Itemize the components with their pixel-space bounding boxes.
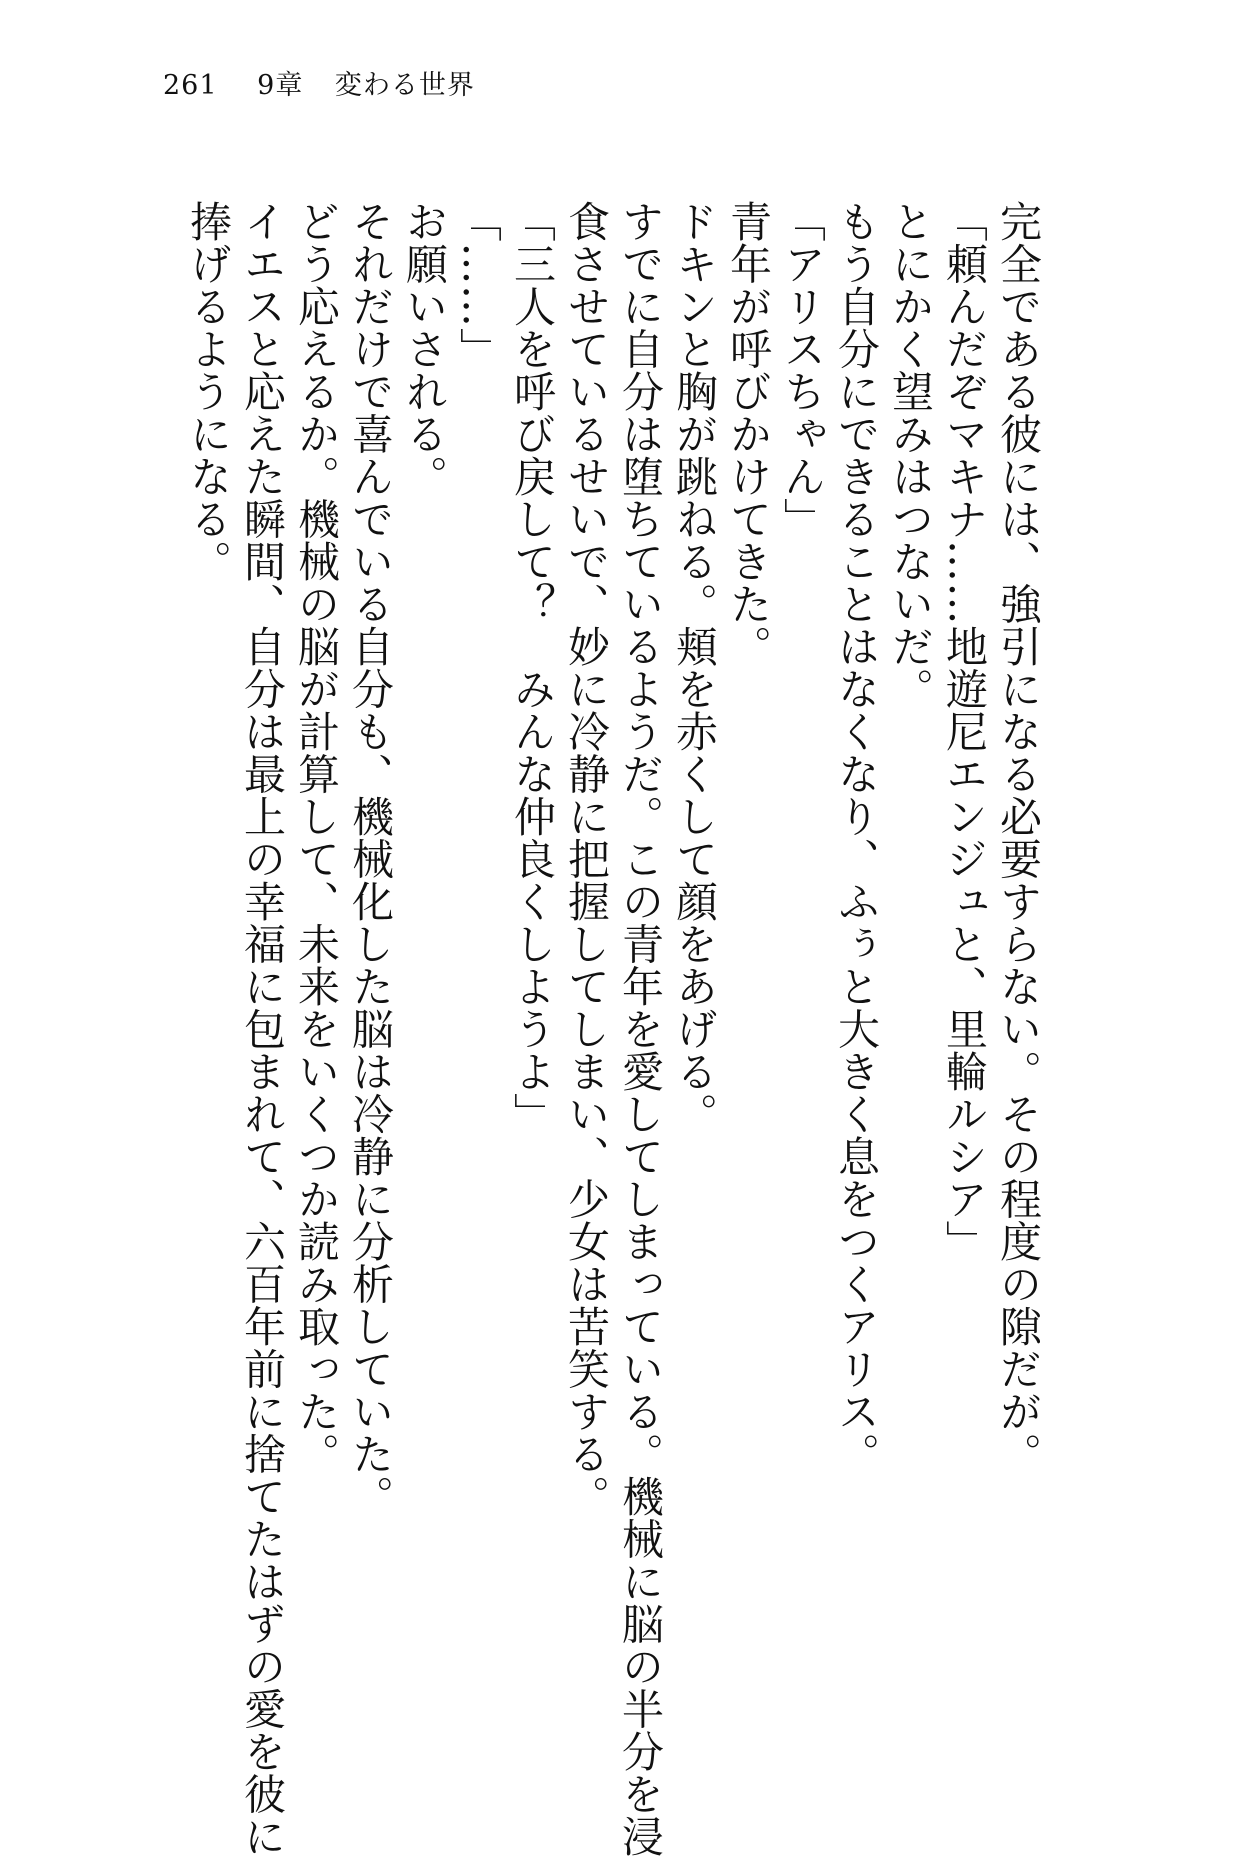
chapter-title: 変わる世界 — [334, 70, 475, 101]
text-line: とにかく望みはつないだ。 — [886, 200, 935, 710]
text-line: イエスと応えた瞬間、自分は最上の幸福に包まれて、六百年前に捨てたはずの愛を彼に — [238, 200, 287, 1858]
text-line: 「三人を呼び戻して？ みんな仲良くしようよ」 — [508, 200, 557, 1135]
text-line: ドキンと胸が跳ねる。頬を赤くして顔をあげる。 — [670, 200, 719, 1135]
text-line: お願いされる。 — [400, 200, 449, 498]
text-line: もう自分にできることはなくなり、ふぅと大きく息をつくアリス。 — [832, 200, 881, 1475]
text-line: 「……」 — [454, 200, 503, 370]
text-line: 捧げるようになる。 — [184, 200, 233, 583]
running-header — [163, 66, 475, 106]
text-line: 食させているせいで、妙に冷静に把握してしまい、少女は苦笑する。 — [562, 200, 611, 1518]
chapter-number: 9章 — [257, 70, 304, 101]
text-line: 「アリスちゃん」 — [778, 200, 827, 540]
vertical-text-block — [155, 200, 1045, 1858]
text-line: 青年が呼びかけてきた。 — [724, 200, 773, 668]
text-line: 完全である彼には、強引になる必要すらない。その程度の隙だが。 — [994, 200, 1043, 1475]
text-line: どう応えるか。機械の脳が計算して、未来をいくつか読み取った。 — [292, 200, 341, 1475]
text-line: それだけで喜んでいる自分も、機械化した脳は冷静に分析していた。 — [346, 200, 395, 1518]
page-number: 261 — [163, 70, 218, 101]
text-line: 「頼んだぞマキナ……地遊尼エンジュと、里輪ルシア」 — [940, 200, 989, 1263]
text-line: すでに自分は堕ちているようだ。この青年を愛してしまっている。機械に脳の半分を浸 — [616, 200, 665, 1858]
